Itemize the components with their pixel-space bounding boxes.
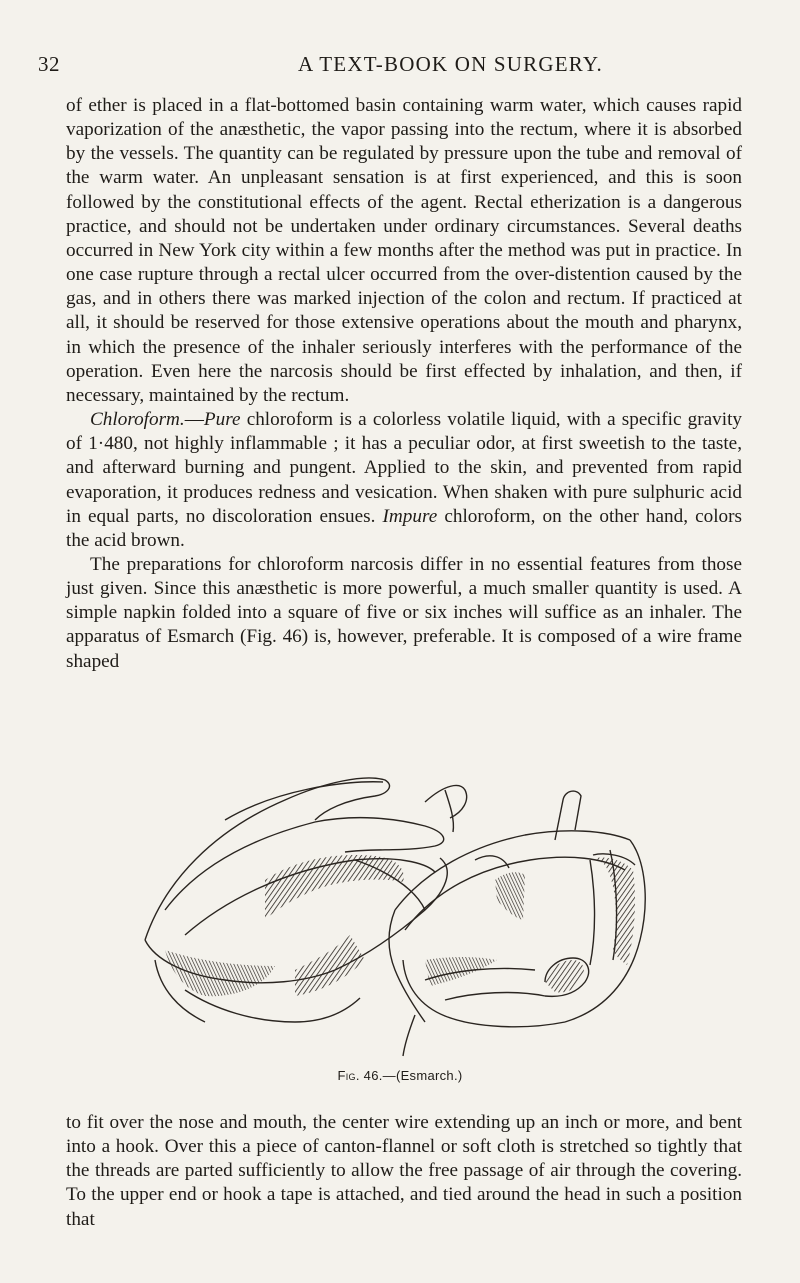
mask-shading-center bbox=[495, 872, 525, 920]
esmarch-mask-drawing bbox=[389, 791, 645, 1056]
paragraph-chloroform bbox=[66, 408, 742, 553]
esmarch-inhaler-illustration bbox=[125, 760, 685, 1065]
mask-shading-hook bbox=[545, 960, 584, 993]
mask-shading-right bbox=[595, 858, 635, 966]
chloroform-text-2: chloroform, on the other hand, colors the acid brown. bbox=[66, 505, 743, 551]
paragraph-inhaler-description: to fit over the nose and mouth, the center wire extending up an inch or more, and bent into a hook. Over this a piece of canton-flannel or soft cloth is stretched so tightly that the threads are parted sufficiently to allow the free passage of air through the covering. To the upper end or hook a tape is attached, and tied around the head in such a position that bbox=[66, 1112, 742, 1230]
figure-label: Fig. 46. bbox=[337, 1068, 383, 1083]
page-header bbox=[38, 52, 758, 82]
figure-caption bbox=[0, 1068, 800, 1083]
mask-shading-lower bbox=[425, 957, 497, 986]
pure-label: Pure bbox=[203, 409, 241, 431]
esmarch-inhaler-figure bbox=[125, 760, 685, 1065]
chloroform-heading: Chloroform. bbox=[90, 409, 185, 431]
paragraph-rectal-etherization: of ether is placed in a flat-bottomed basin containing warm water, which causes rapid vaporization of the anæsthetic, the vapor passing into the rectum, where it is absorbed by the vessels. The quantity can be regulated by pressure upon the tube and removal of the warm water. An unpleasant sensation is at first experienced, and this is soon followed by the constitutional effects of the agent. Rectal etherization is a dangerous practice, and should not be undertaken under ordinary circumstances. Several deaths occurred in New York city within a few months after the method was put in practice. In one case rupture through a rectal ulcer occurred from the over-distention caused by the gas, and in others there was marked injection of the colon and rectum. If practiced at all, it should be reserved for those extensive operations about the mouth and pharynx, in which the presence of the inhaler seriously interferes with the performance of the operation. Even here the narcosis should be first effected by inhalation, and then, if necessary, maintained by the rectum. bbox=[66, 95, 742, 406]
impure-label: Impure bbox=[382, 505, 438, 527]
text-block-top bbox=[66, 94, 742, 674]
page-number: 32 bbox=[38, 52, 60, 76]
text-block-bottom bbox=[66, 1111, 742, 1232]
cloth-shading bbox=[165, 950, 275, 996]
figure-attribution: —(Esmarch.) bbox=[382, 1068, 463, 1083]
running-head: A TEXT-BOOK ON SURGERY. bbox=[298, 52, 603, 76]
paragraph-preparations: The preparations for chloroform narcosis differ in no essential features from those just given. Since this anæsthetic is more powerful, a much smaller quantity is used. A simple napkin folded into a square of five or six inches will suffice as an inhaler. The apparatus of Esmarch (Fig. 46) is, however, preferable. It is composed of a wire frame shaped bbox=[66, 553, 742, 672]
hand-shading bbox=[265, 855, 404, 920]
heading-dash: — bbox=[184, 409, 204, 431]
fold-shading bbox=[295, 935, 365, 996]
chloroform-text-1: chloroform is a colorless volatile liquid, with a specific gravity of 1·480, not highly inflammable ; it has a peculiar odor, at first sweetish to the taste, and afterward burning and pungent. Applied to the skin, and prevented from rapid evaporation, it produces redness and vesication. When shaken with pure sulphuric acid in equal parts, no discoloration ensues. bbox=[66, 409, 742, 527]
